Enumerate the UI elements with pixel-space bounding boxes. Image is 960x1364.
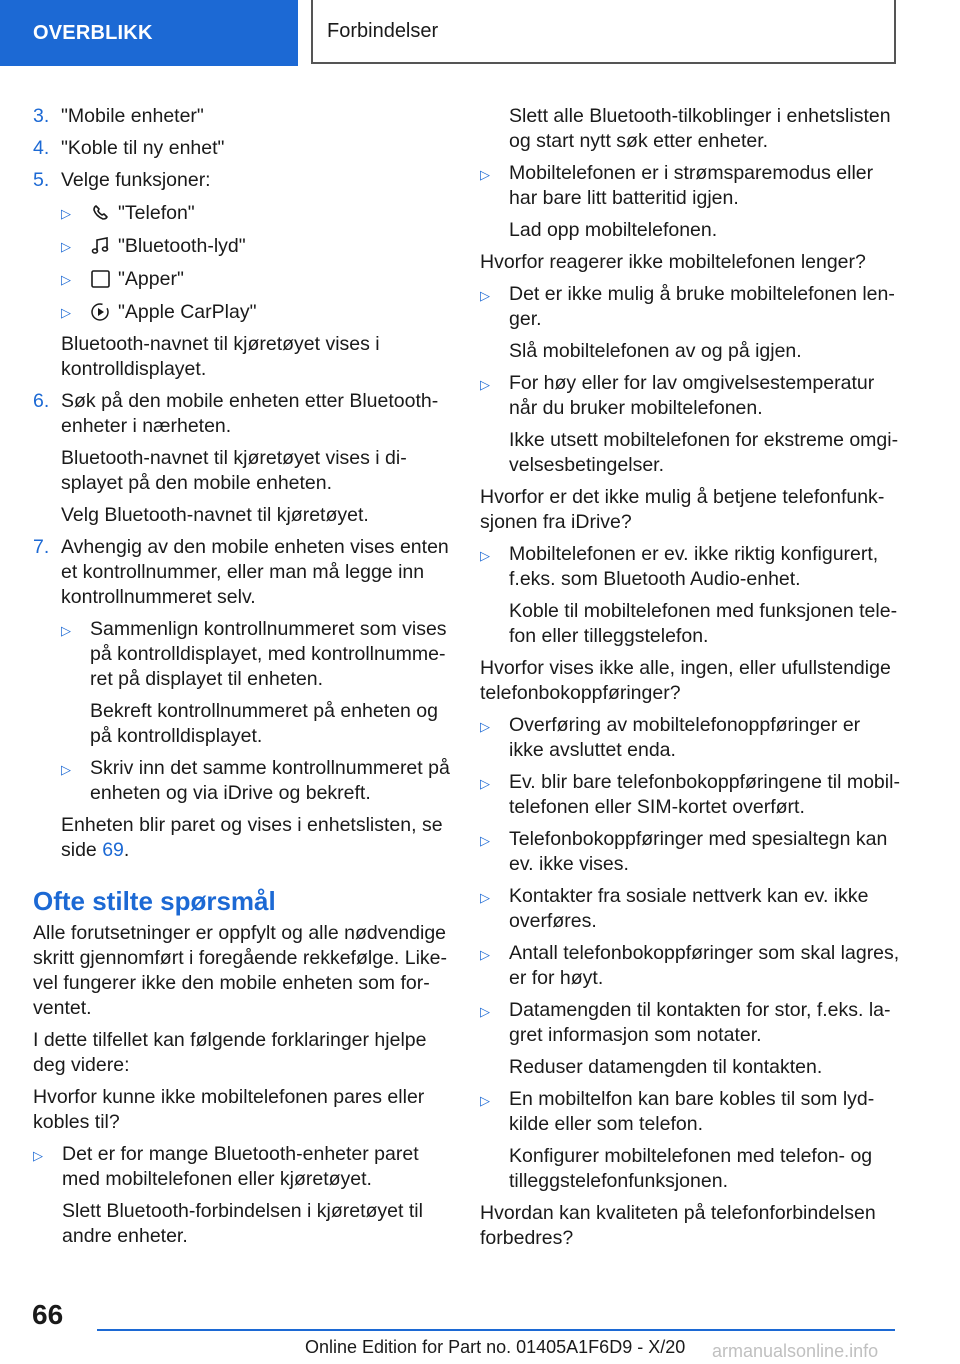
period: . <box>123 839 130 861</box>
question-4: Hvorfor vises ikke alle, ingen, eller ufullstendige telefonbokoppføringer? <box>480 657 891 704</box>
triangle-bullet-icon: ▷ <box>61 272 71 287</box>
triangle-bullet-icon: ▷ <box>480 719 490 734</box>
bullet-text: Mobiltelefonen er ev. ikke riktig konfigurert, f.eks. som Bluetooth Audio-enhet. <box>509 543 879 590</box>
question-1: Hvorfor kunne ikke mobiltelefonen pares eller kobles til? <box>33 1086 425 1133</box>
q4-bullet <box>480 941 900 991</box>
left-column <box>33 104 451 1256</box>
triangle-bullet-icon: ▷ <box>480 947 490 962</box>
option-label: "Apper" <box>118 267 184 290</box>
bullet-text: Datamengden til kontakten for stor, f.eks. lagret informasjon som notater. <box>509 999 891 1046</box>
edition-text: Online Edition for Part no. 01405A1F6D9 - X/20 <box>305 1337 686 1357</box>
step-number: 5. <box>33 169 50 191</box>
triangle-bullet-icon: ▷ <box>33 1148 43 1163</box>
right-column <box>480 104 900 1258</box>
bullet-text: Mobiltelefonen er i strømsparemodus eller har bare litt batteritid igjen. <box>509 162 874 209</box>
option-label: "Telefon" <box>118 201 195 224</box>
triangle-bullet-icon: ▷ <box>480 890 490 905</box>
phone-icon <box>90 203 112 223</box>
question-2: Hvorfor reagerer ikke mobiltelefonen lenger? <box>480 251 866 273</box>
step-3 <box>33 104 451 129</box>
option-label: "Apple CarPlay" <box>118 300 257 323</box>
music-note-icon <box>90 236 112 256</box>
step7-bullet-2 <box>61 756 451 806</box>
watermark: armanualsonline.info <box>712 1341 879 1361</box>
triangle-bullet-icon: ▷ <box>480 167 490 182</box>
section-tab[interactable]: Forbindelser <box>311 0 896 64</box>
step-5 <box>33 168 451 193</box>
bullet-note: Koble til mobiltelefonen med funksjonen telefon eller tilleggstelefon. <box>509 600 898 647</box>
step-4 <box>33 136 451 161</box>
question-5: Hvordan kan kvaliteten på telefonforbindelsen forbedres? <box>480 1202 876 1249</box>
bullet-text: Skriv inn det samme kontrollnummeret på enheten og via iDrive og bekreft. <box>90 757 450 804</box>
bullet-text: Telefonbokoppføringer med spesialtegn kan ev. ikke vises. <box>509 828 888 875</box>
step-number: 4. <box>33 137 50 159</box>
bullet-text: Det er for mange Bluetooth-enheter paret med mobiltelefonen eller kjøretøyet. <box>62 1143 419 1190</box>
option-telefon <box>61 200 451 226</box>
bullet-text: Overføring av mobiltelefonoppføringer er ikke avsluttet enda. <box>509 714 861 761</box>
q4-bullet-data-size <box>480 998 900 1080</box>
step-text: "Koble til ny enhet" <box>61 137 225 159</box>
step-number: 3. <box>33 105 50 127</box>
triangle-bullet-icon: ▷ <box>480 548 490 563</box>
bullet-note: Slå mobiltelefonen av og på igjen. <box>509 340 802 362</box>
bullet-note: Ikke utsett mobiltelefonen for ekstreme omgivelsesbetingelser. <box>509 429 899 476</box>
q2-bullet-1 <box>480 282 900 364</box>
step7-bullet-1 <box>61 617 451 749</box>
power-save-bullet <box>480 161 900 243</box>
q2-bullet-2 <box>480 371 900 478</box>
triangle-bullet-icon: ▷ <box>61 623 71 638</box>
bullet-text: En mobiltelfon kan bare kobles til som lydkilde eller som telefon. <box>509 1088 875 1135</box>
page-reference-link[interactable]: 69 <box>102 839 124 861</box>
bullet-text: Ev. blir bare telefonbokoppføringene til mobiltelefonen eller SIM-kortet overført. <box>509 771 900 818</box>
step5-note: Bluetooth-navnet til kjøretøyet vises i kontrolldisplayet. <box>61 333 380 380</box>
chapter-tab[interactable]: OVERBLIKK <box>0 0 298 66</box>
triangle-bullet-icon: ▷ <box>480 776 490 791</box>
triangle-bullet-icon: ▷ <box>480 288 490 303</box>
q4-bullet-audio-source <box>480 1087 900 1194</box>
apps-square-icon <box>90 269 112 289</box>
bullet-note: Bekreft kontrollnummeret på enheten og på kontrolldisplayet. <box>90 700 438 747</box>
bullet-note: Reduser datamengden til kontakten. <box>509 1056 823 1078</box>
intro-paragraph-1: Alle forutsetninger er oppfylt og alle nødvendige skritt gjennomført i foregående rekkefølge. Likevel fungerer ikke den mobile enheten som forventet. <box>33 922 448 1019</box>
footer-divider <box>97 1329 895 1331</box>
step-text: Avhengig av den mobile enheten vises enten et kontrollnummer, eller man må legge inn kontrollnummeret selv. <box>61 536 449 608</box>
bullet-text: For høy eller for lav omgivelsestemperatur når du bruker mobiltelefonen. <box>509 372 875 419</box>
q1-bullet-1 <box>33 1142 451 1249</box>
bullet-text: Det er ikke mulig å bruke mobiltelefonen lenger. <box>509 283 895 330</box>
intro-paragraph-2: I dette tilfellet kan følgende forklaringer hjelpe deg videre: <box>33 1029 427 1076</box>
bullet-text: Kontakter fra sosiale nettverk kan ev. ikke overføres. <box>509 885 869 932</box>
option-apper <box>61 266 451 292</box>
option-bluetooth-audio <box>61 233 451 259</box>
triangle-bullet-icon: ▷ <box>61 239 71 254</box>
triangle-bullet-icon: ▷ <box>480 1004 490 1019</box>
triangle-bullet-icon: ▷ <box>61 206 71 221</box>
triangle-bullet-icon: ▷ <box>61 305 71 320</box>
page-number: 66 <box>32 1299 64 1330</box>
triangle-bullet-icon: ▷ <box>480 377 490 392</box>
triangle-bullet-icon: ▷ <box>480 833 490 848</box>
triangle-bullet-icon: ▷ <box>480 1093 490 1108</box>
option-carplay <box>61 299 451 325</box>
bullet-text: Sammenlign kontrollnummeret som vises på kontrolldisplayet, med kontrollnummeret på displayet til enheten. <box>90 618 447 690</box>
question-3: Hvorfor er det ikke mulig å betjene telefonfunksjonen fra iDrive? <box>480 486 885 533</box>
section-heading: Ofte stilte spørsmål <box>33 886 276 916</box>
q4-bullet <box>480 713 900 763</box>
step6-note-2: Velg Bluetooth-navnet til kjøretøyet. <box>61 504 369 526</box>
q4-bullet <box>480 884 900 934</box>
step-text: Søk på den mobile enheten etter Bluetooth-enheter i nærheten. <box>61 390 439 437</box>
option-label: "Bluetooth-lyd" <box>118 234 246 257</box>
bullet-note: Konfigurer mobiltelefonen med telefon- og tilleggstelefonfunksjonen. <box>509 1145 873 1192</box>
step-number: 7. <box>33 536 50 558</box>
step-text: "Mobile enheter" <box>61 105 204 127</box>
q3-bullet-1 <box>480 542 900 649</box>
step-text: Velge funksjoner: <box>61 169 211 191</box>
step7-result <box>61 813 451 863</box>
q4-bullet <box>480 827 900 877</box>
step-7 <box>33 535 451 610</box>
step-number: 6. <box>33 390 50 412</box>
bullet-text: Antall telefonbokoppføringer som skal lagres, er for høyt. <box>509 942 900 989</box>
bullet-note: Slett Bluetooth-forbindelsen i kjøretøyet til andre enheter. <box>62 1200 423 1247</box>
step-6 <box>33 389 451 439</box>
bullet-note: Lad opp mobiltelefonen. <box>509 219 718 241</box>
triangle-bullet-icon: ▷ <box>61 762 71 777</box>
carplay-icon <box>90 302 112 322</box>
step7-result-text: Enheten blir paret og vises i enhetslisten, se side <box>61 814 443 861</box>
page-header <box>0 0 960 66</box>
continued-note: Slett alle Bluetooth-tilkoblinger i enhetslisten og start nytt søk etter enheter. <box>509 105 891 152</box>
step6-note-1: Bluetooth-navnet til kjøretøyet vises i displayet på den mobile enheten. <box>61 447 407 494</box>
q4-bullet <box>480 770 900 820</box>
